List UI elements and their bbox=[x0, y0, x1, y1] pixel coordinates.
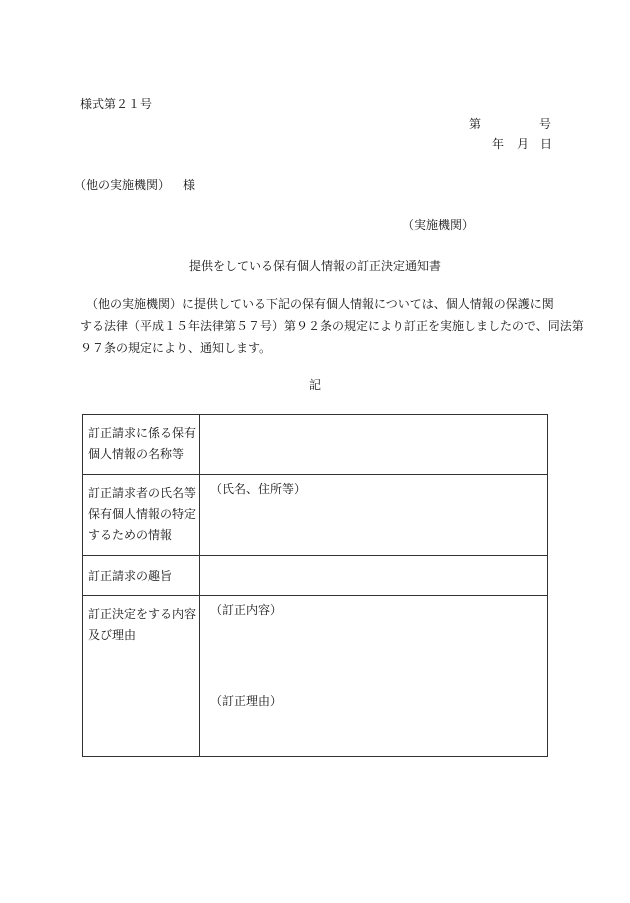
document-number-suffix: 号 bbox=[539, 117, 552, 131]
form-number: 様式第２１号 bbox=[80, 97, 153, 111]
table-row bbox=[83, 556, 548, 596]
information-table bbox=[82, 414, 548, 757]
body-line: （他の実施機関）に提供している下記の保有個人情報については、個人情報の保護に関 bbox=[80, 297, 554, 311]
row-value-decision-content bbox=[200, 596, 548, 757]
row-label-record-name: 訂正請求に係る保有 個人情報の名称等 bbox=[83, 415, 200, 475]
table-row bbox=[83, 475, 548, 556]
recipient-honorific: 様 bbox=[183, 178, 196, 192]
table-row bbox=[83, 596, 548, 757]
document-number-prefix: 第 bbox=[469, 117, 482, 131]
row-label-decision-content: 訂正決定をする内容 及び理由 bbox=[83, 596, 200, 757]
body-line: する法律（平成１５年法律第５７号）第９２条の規定により訂正を実施しましたので、同法第 bbox=[80, 319, 584, 333]
ki-heading: 記 bbox=[308, 378, 321, 392]
correction-reason-label: （訂正理由） bbox=[210, 694, 283, 708]
document-title: 提供をしている保有個人情報の訂正決定通知書 bbox=[188, 259, 441, 273]
row-label-requester-info: 訂正請求者の氏名等 保有個人情報の特定 するための情報 bbox=[83, 475, 200, 556]
date-year-label: 年 bbox=[492, 137, 505, 151]
date-month-label: 月 bbox=[517, 137, 530, 151]
row-value-requester-info: （氏名、住所等） bbox=[200, 475, 548, 556]
recipient-name: （他の実施機関） bbox=[74, 178, 171, 192]
date-day-label: 日 bbox=[540, 137, 553, 151]
table-row bbox=[83, 415, 548, 475]
correction-content-label: （訂正内容） bbox=[210, 603, 283, 617]
body-line: ９７条の規定により、通知します。 bbox=[80, 341, 272, 355]
sender-name: （実施機関） bbox=[402, 218, 475, 232]
body-text bbox=[80, 297, 584, 364]
row-value-record-name bbox=[200, 415, 548, 475]
row-label-request-purpose: 訂正請求の趣旨 bbox=[83, 556, 200, 596]
row-value-request-purpose bbox=[200, 556, 548, 596]
